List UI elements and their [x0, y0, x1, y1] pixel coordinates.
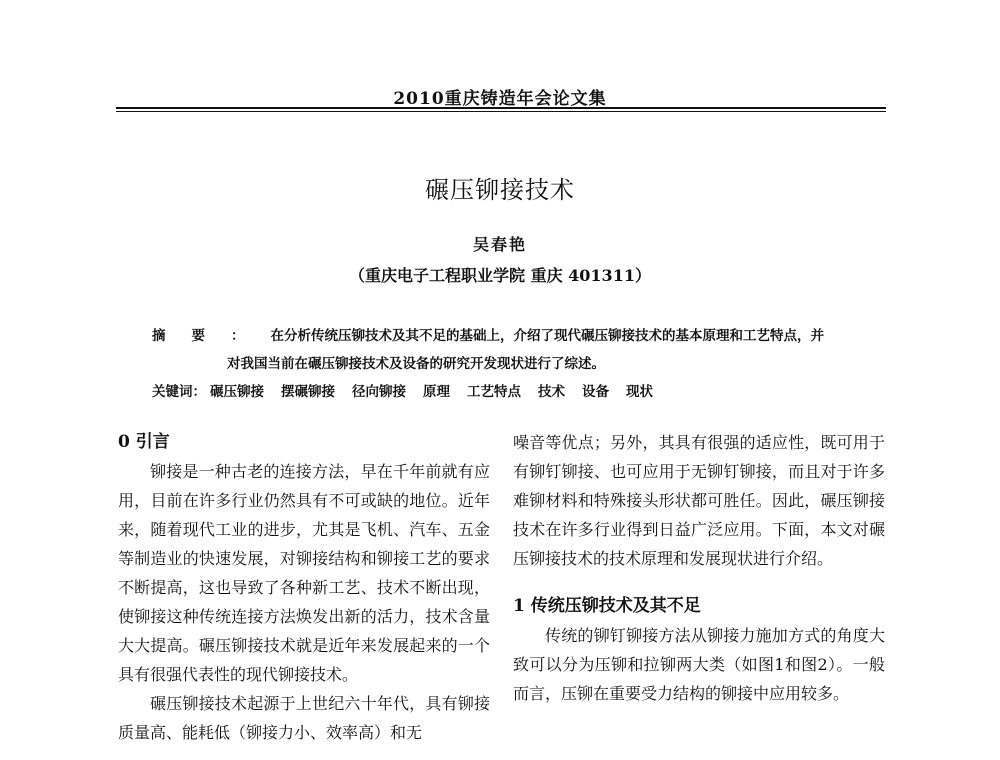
- keyword: 现状: [626, 384, 653, 400]
- header-rule: [116, 107, 886, 112]
- keyword: 径向铆接: [352, 384, 406, 400]
- abstract-block: [152, 322, 852, 406]
- body-paragraph: 传统的铆钉铆接方法从铆接力施加方式的角度大致可以分为压铆和拉铆两大类（如图1和图2）。一般而言，压铆在重要受力结构的铆接中应用较多。: [513, 626, 885, 703]
- section-heading-intro: 0 引言: [118, 432, 170, 452]
- keyword: 技术: [538, 384, 565, 400]
- author-affiliation: （重庆电子工程职业学院 重庆 401311）: [349, 266, 651, 285]
- author-name: 吴春艳: [472, 235, 527, 254]
- keyword: 设备: [582, 384, 609, 400]
- paper-title: 碾压铆接技术: [425, 176, 575, 204]
- keyword: 工艺特点: [467, 384, 521, 400]
- body-paragraph: 碾压铆接技术起源于上世纪六十年代，具有铆接质量高、能耗低（铆接力小、效率高）和无: [118, 694, 490, 742]
- section-heading-1: 1 传统压铆技术及其不足: [513, 596, 701, 616]
- body-paragraph: 铆接是一种古老的连接方法，早在千年前就有应用，目前在许多行业仍然具有不可或缺的地位。近年来，随着现代工业的进步，尤其是飞机、汽车、五金等制造业的快速发展，对铆接结构和铆接工艺的要求不断提高，这也导致了各种新工艺、技术不断出现，使铆接这种传统连接方法焕发出新的活力，技术含量大大提高。碾压铆接技术就是近年来发展起来的一个具有很强代表性的现代铆接技术。: [118, 462, 490, 684]
- right-column: [513, 428, 885, 708]
- abstract-text-1: 在分析传统压铆技术及其不足的基础上，介绍了现代碾压铆接技术的基本原理和工艺特点，并: [270, 328, 824, 344]
- keywords-label: 关键词：: [152, 384, 206, 400]
- keyword: 摆碾铆接: [281, 384, 335, 400]
- keyword: 原理: [423, 384, 450, 400]
- abstract-label: 摘要：: [152, 328, 271, 344]
- abstract-line-1: [152, 322, 852, 350]
- running-head: 2010重庆铸造年会论文集: [393, 89, 607, 109]
- abstract-text-2: 对我国当前在碾压铆接技术及设备的研究开发现状进行了综述。: [227, 356, 605, 372]
- keywords-line: [152, 378, 852, 406]
- body-paragraph: 噪音等优点；另外，其具有很强的适应性，既可用于有铆钉铆接、也可应用于无铆钉铆接，而且对于许多难铆材料和特殊接头形状都可胜任。因此，碾压铆接技术在许多行业得到日益广泛应用。下面，本文对碾压铆接技术的技术原理和发展现状进行介绍。: [513, 433, 885, 568]
- keyword: 碾压铆接: [210, 384, 264, 400]
- left-column: [118, 428, 490, 747]
- abstract-line-2: [152, 350, 852, 378]
